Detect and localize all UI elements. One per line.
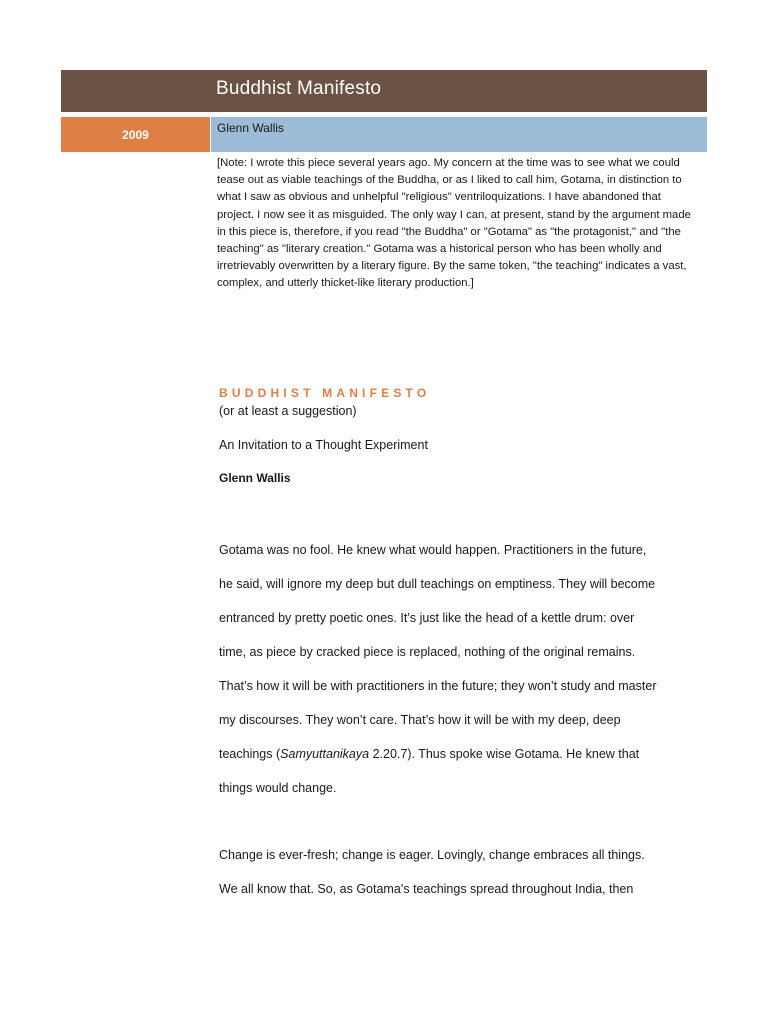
text-fragment: teachings ( [219, 747, 281, 761]
invitation-line: An Invitation to a Thought Experiment [219, 438, 428, 452]
title-bar [61, 70, 707, 112]
paragraph-line: Gotama was no fool. He knew what would happen. Practitioners in the future, [219, 543, 647, 557]
body-paragraph-2 [219, 838, 709, 906]
paragraph-line: things would change. [219, 781, 337, 795]
section-subtitle: (or at least a suggestion) [219, 404, 357, 418]
paragraph-line: time, as piece by cracked piece is replaced, nothing of the original remains. [219, 645, 636, 659]
author-name: Glenn Wallis [217, 121, 284, 135]
section-heading: BUDDHIST MANIFESTO [219, 386, 431, 400]
year-badge: 2009 [61, 117, 210, 152]
citation-title: Samyuttanikaya [280, 747, 370, 761]
paragraph-line: That’s how it will be with practitioners in the future; they won’t study and master [219, 679, 657, 693]
paragraph-line: entranced by pretty poetic ones. It’s just like the head of a kettle drum: over [219, 611, 635, 625]
paragraph-line: We all know that. So, as Gotama’s teachings spread throughout India, then [219, 882, 634, 896]
article-byline: Glenn Wallis [219, 471, 291, 485]
paragraph-line: he said, will ignore my deep but dull teachings on emptiness. They will become [219, 577, 656, 591]
text-fragment: 2.20.7). Thus spoke wise Gotama. He knew that [369, 747, 640, 761]
document-title: Buddhist Manifesto [216, 78, 382, 99]
paragraph-line: Change is ever-fresh; change is eager. Lovingly, change embraces all things. [219, 848, 645, 862]
body-paragraph-1 [219, 533, 709, 805]
paragraph-line [219, 737, 709, 771]
editor-note: [Note: I wrote this piece several years ago. My concern at the time was to see what we could tease out as viable teachings of the Buddha, or as I liked to call him, Gotama, in distinction to what I saw as obvious and unhelpful "religious" ventriloquizations. I have abandoned that project. I now see it as misguided. The only way I can, at present, stand by the argument made in this piece is, therefore, if you read "the Buddha" or "Gotama" as "the protagonist," and "the teaching" as "literary creation." Gotama was a historical person who has been wholly and irretrievably overwritten by a literary figure. By the same token, "the teaching" indicates a vast, complex, and utterly thicket-like literary production.] [217, 157, 691, 290]
author-bar [211, 117, 707, 152]
paragraph-line: my discourses. They won’t care. That’s how it will be with my deep, deep [219, 713, 621, 727]
